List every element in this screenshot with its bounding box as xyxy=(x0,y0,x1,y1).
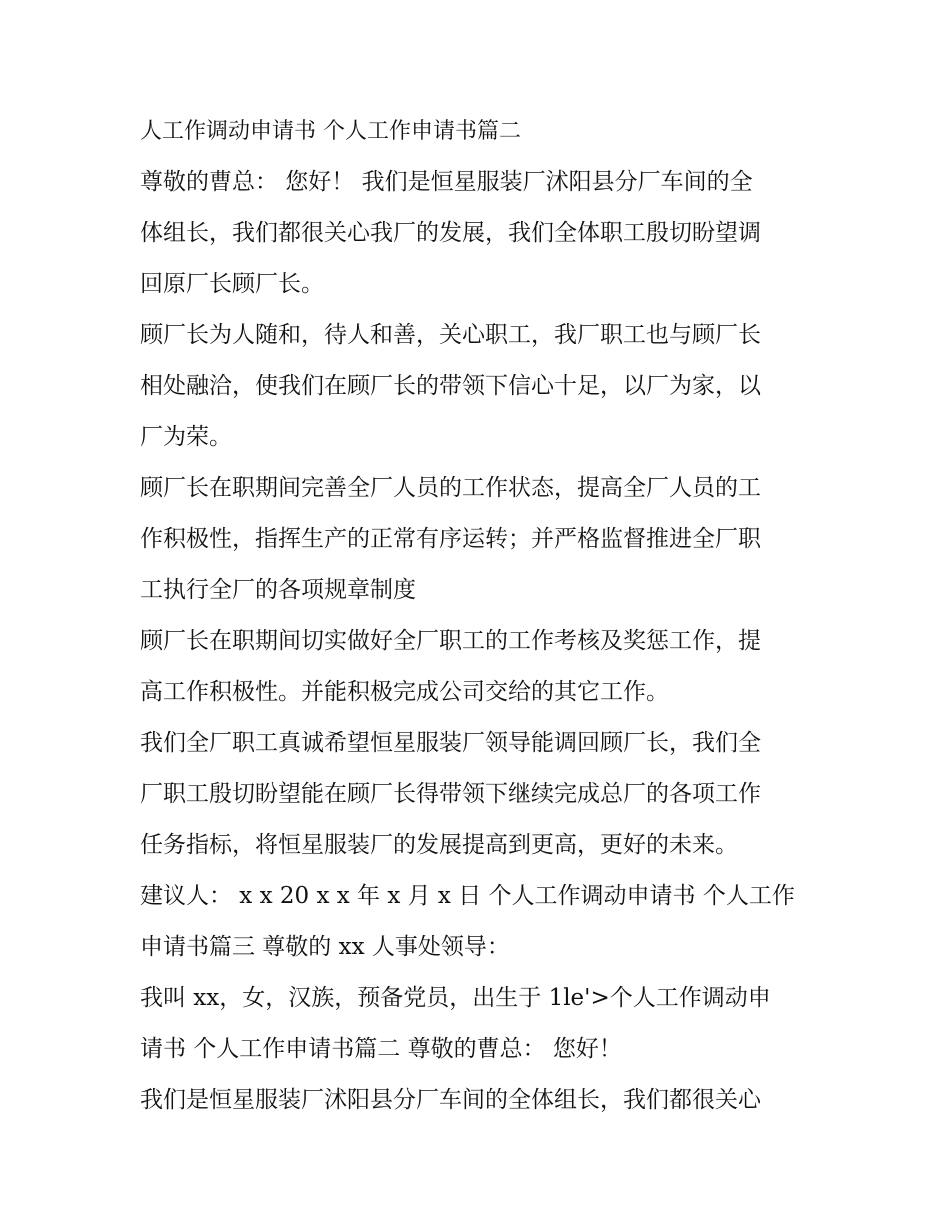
text-line: 任务指标，将恒星服装厂的发展提高到更高，更好的未来。 xyxy=(140,832,738,858)
text-line: 回原厂长顾厂长。 xyxy=(140,271,324,297)
text-line: 申请书篇三 尊敬的 xx 人事处领导： xyxy=(140,934,510,960)
text-line: 顾厂长在职期间完善全厂人员的工作状态，提高全厂人员的工 xyxy=(140,475,761,501)
document-heading: 人工作调动申请书 个人工作申请书篇二 xyxy=(140,119,521,144)
text-line: 厂为荣。 xyxy=(140,424,232,450)
text-line: 我们是恒星服装厂沭阳县分厂车间的全体组长，我们都很关心 xyxy=(140,1087,761,1113)
text-line: 体组长，我们都很关心我厂的发展，我们全体职工殷切盼望调 xyxy=(140,220,761,246)
text-line: 相处融洽，使我们在顾厂长的带领下信心十足，以厂为家，以 xyxy=(140,373,761,399)
text-line: 厂职工殷切盼望能在顾厂长得带领下继续完成总厂的各项工作 xyxy=(140,781,761,807)
text-line: 高工作积极性。并能积极完成公司交给的其它工作。 xyxy=(140,679,669,705)
text-line-salutation: 尊敬的曹总： 您好！ 我们是恒星服装厂沭阳县分厂车间的全 xyxy=(140,169,753,195)
text-line: 请书 个人工作申请书篇二 尊敬的曹总： 您好！ xyxy=(140,1036,622,1062)
text-line: 我叫 xx，女，汉族，预备党员，出生于 1le'>个人工作调动申 xyxy=(140,985,771,1011)
text-line: 工执行全厂的各项规章制度 xyxy=(140,577,416,603)
text-line: 顾厂长为人随和，待人和善，关心职工，我厂职工也与顾厂长 xyxy=(140,322,761,348)
document-body xyxy=(140,106,820,1126)
text-line: 顾厂长在职期间切实做好全厂职工的工作考核及奖惩工作，提 xyxy=(140,628,761,654)
text-line: 作积极性，指挥生产的正常有序运转；并严格监督推进全厂职 xyxy=(140,526,761,552)
text-line: 我们全厂职工真诚希望恒星服装厂领导能调回顾厂长，我们全 xyxy=(140,730,761,756)
text-line-signature: 建议人： x x 20 x x 年 x 月 x 日 个人工作调动申请书 个人工作 xyxy=(140,883,795,909)
